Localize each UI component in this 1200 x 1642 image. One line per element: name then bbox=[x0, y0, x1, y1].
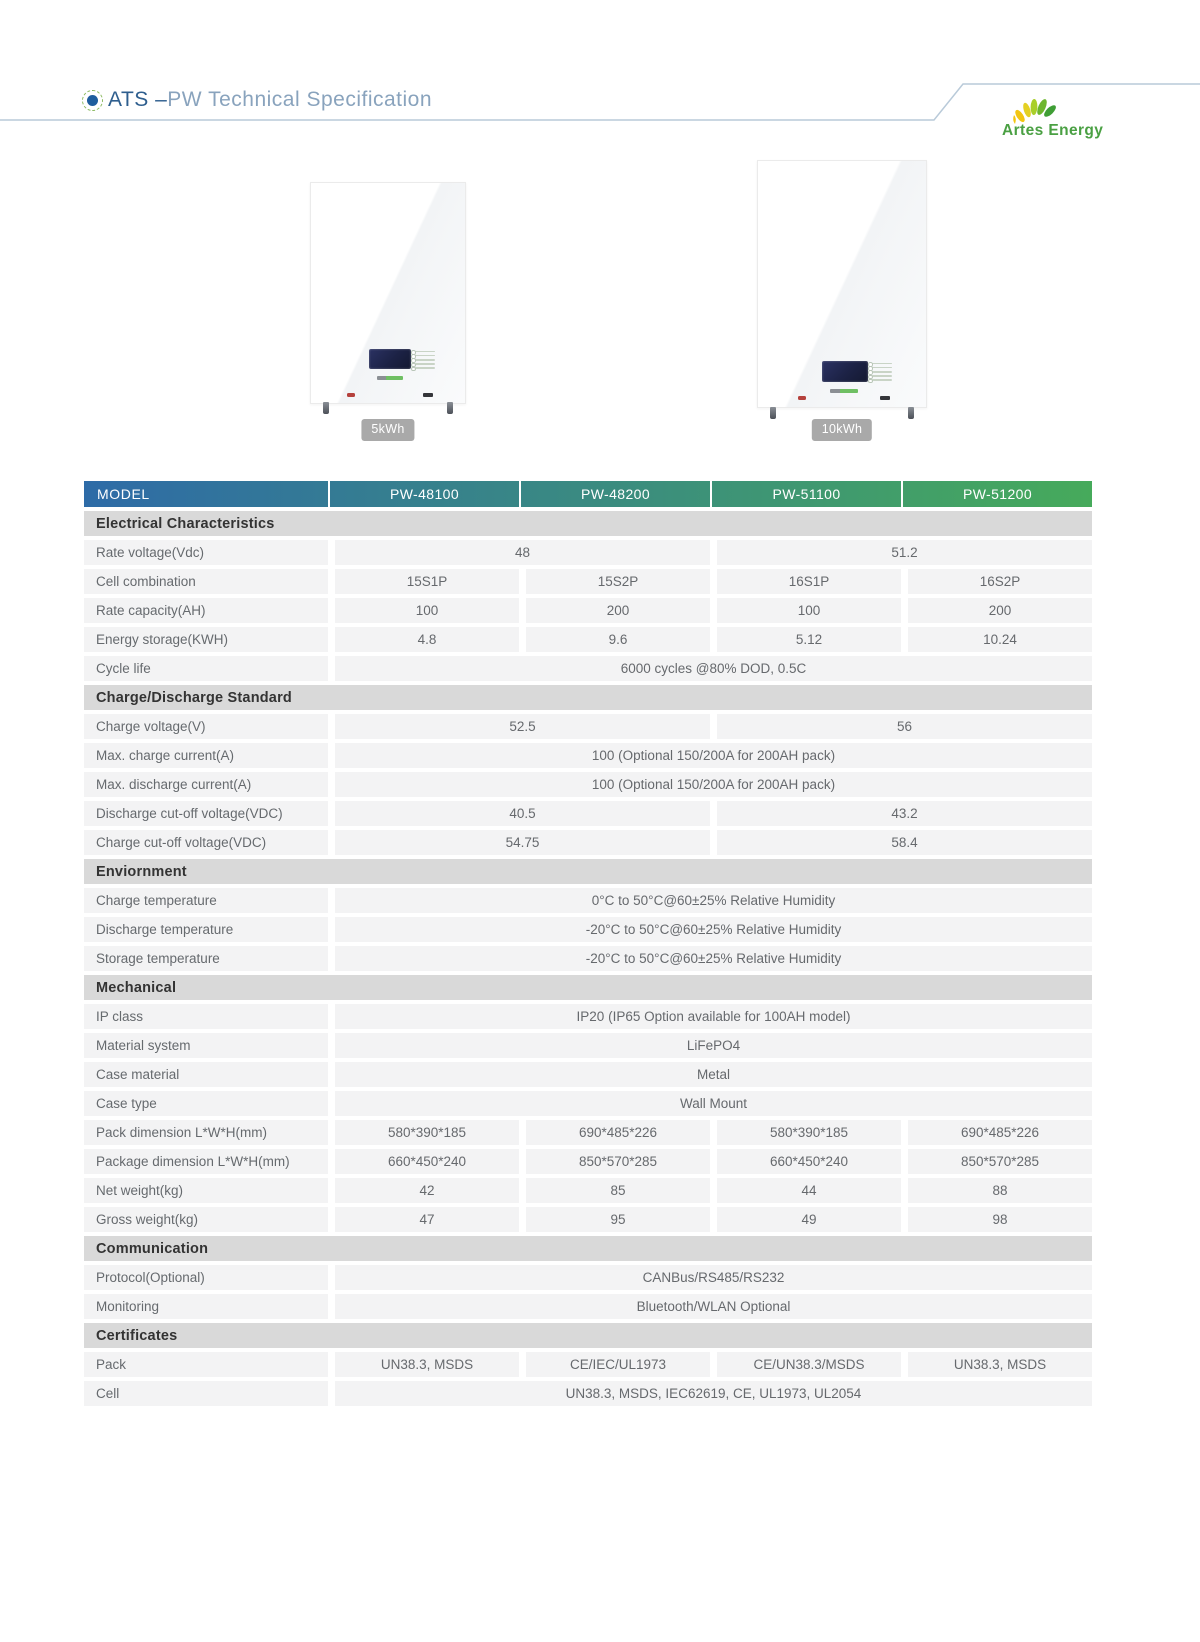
spec-value-cell: 100 bbox=[335, 598, 519, 623]
spec-row-cycle-life bbox=[84, 656, 1092, 681]
spec-row-pack bbox=[84, 1352, 1092, 1377]
spec-value-cell: Wall Mount bbox=[335, 1091, 1092, 1116]
spec-value-cell: 54.75 bbox=[335, 830, 710, 855]
led-indicator-labels bbox=[872, 360, 892, 384]
spec-row-discharge-temperature bbox=[84, 917, 1092, 942]
column-header-pw-48100: PW-48100 bbox=[389, 486, 460, 502]
row-label: Storage temperature bbox=[84, 946, 328, 971]
section-header-charge-discharge-standard: Charge/Discharge Standard bbox=[84, 685, 1092, 710]
row-label: Charge temperature bbox=[84, 888, 328, 913]
spec-value-cell: 56 bbox=[717, 714, 1092, 739]
row-label: Net weight(kg) bbox=[84, 1178, 328, 1203]
spec-value-cell: 580*390*185 bbox=[717, 1120, 901, 1145]
spec-value-cell: LiFePO4 bbox=[335, 1033, 1092, 1058]
battery-brand-mark bbox=[377, 376, 403, 380]
spec-value-cell: UN38.3, MSDS bbox=[908, 1352, 1092, 1377]
spec-value-cell: 9.6 bbox=[526, 627, 710, 652]
column-header-pw-48200: PW-48200 bbox=[580, 486, 651, 502]
spec-value-cell: 10.24 bbox=[908, 627, 1092, 652]
spec-value-cell: 16S2P bbox=[908, 569, 1092, 594]
spec-value-cell: 580*390*185 bbox=[335, 1120, 519, 1145]
spec-row-storage-temperature bbox=[84, 946, 1092, 971]
spec-value-cell: UN38.3, MSDS bbox=[335, 1352, 519, 1377]
specification-table bbox=[84, 481, 1092, 1406]
spec-value-cell: Metal bbox=[335, 1062, 1092, 1087]
spec-value-cell: 0°C to 50°C@60±25% Relative Humidity bbox=[335, 888, 1092, 913]
spec-row-rate-voltage-vdc bbox=[84, 540, 1092, 565]
spec-value-cell: 48 bbox=[335, 540, 710, 565]
battery-brand-mark bbox=[830, 389, 858, 393]
row-label: Max. discharge current(A) bbox=[84, 772, 328, 797]
spec-row-rate-capacity-ah bbox=[84, 598, 1092, 623]
row-label: Pack bbox=[84, 1352, 328, 1377]
section-header-electrical-characteristics: Electrical Characteristics bbox=[84, 511, 1092, 536]
spec-value-cell: 49 bbox=[717, 1207, 901, 1232]
power-button-red bbox=[347, 393, 355, 397]
spec-value-cell: 100 (Optional 150/200A for 200AH pack) bbox=[335, 772, 1092, 797]
spec-row-discharge-cut-off-voltage-vdc bbox=[84, 801, 1092, 826]
spec-value-cell: UN38.3, MSDS, IEC62619, CE, UL1973, UL2054 bbox=[335, 1381, 1092, 1406]
capacity-badge-10kwh: 10kWh bbox=[812, 419, 872, 441]
page-title-rest: PW Technical Specification bbox=[167, 88, 433, 111]
spec-value-cell: 850*570*285 bbox=[526, 1149, 710, 1174]
spec-value-cell: CE/IEC/UL1973 bbox=[526, 1352, 710, 1377]
row-label: Material system bbox=[84, 1033, 328, 1058]
model-header-cell: MODEL bbox=[97, 486, 150, 502]
row-label: Charge cut-off voltage(VDC) bbox=[84, 830, 328, 855]
row-label: Rate voltage(Vdc) bbox=[84, 540, 328, 565]
spec-row-protocol-optional bbox=[84, 1265, 1092, 1290]
battery-foot-right bbox=[447, 402, 453, 414]
spec-value-cell: 47 bbox=[335, 1207, 519, 1232]
battery-foot-right bbox=[908, 407, 914, 419]
spec-value-cell: 85 bbox=[526, 1178, 710, 1203]
spec-value-cell: 16S1P bbox=[717, 569, 901, 594]
spec-value-cell: 98 bbox=[908, 1207, 1092, 1232]
spec-row-charge-cut-off-voltage-vdc bbox=[84, 830, 1092, 855]
spec-row-net-weight-kg bbox=[84, 1178, 1092, 1203]
spec-row-energy-storage-kwh bbox=[84, 627, 1092, 652]
spec-row-charge-temperature bbox=[84, 888, 1092, 913]
spec-value-cell: 5.12 bbox=[717, 627, 901, 652]
spec-value-cell: 42 bbox=[335, 1178, 519, 1203]
table-header-row bbox=[84, 481, 1092, 507]
spec-value-cell: 15S1P bbox=[335, 569, 519, 594]
spec-value-cell: -20°C to 50°C@60±25% Relative Humidity bbox=[335, 917, 1092, 942]
spec-value-cell: IP20 (IP65 Option available for 100AH model) bbox=[335, 1004, 1092, 1029]
page-title bbox=[82, 88, 432, 112]
spec-row-case-type bbox=[84, 1091, 1092, 1116]
spec-value-cell: 51.2 bbox=[717, 540, 1092, 565]
spec-row-charge-voltage-v bbox=[84, 714, 1092, 739]
spec-row-pack-dimension-l-w-h-mm bbox=[84, 1120, 1092, 1145]
spec-value-cell: 660*450*240 bbox=[717, 1149, 901, 1174]
spec-value-cell: 200 bbox=[526, 598, 710, 623]
spec-value-cell: 52.5 bbox=[335, 714, 710, 739]
row-label: Rate capacity(AH) bbox=[84, 598, 328, 623]
spec-row-cell-combination bbox=[84, 569, 1092, 594]
column-header-pw-51200: PW-51200 bbox=[962, 486, 1033, 502]
spec-value-cell: 4.8 bbox=[335, 627, 519, 652]
spec-value-cell: 15S2P bbox=[526, 569, 710, 594]
section-header-certificates: Certificates bbox=[84, 1323, 1092, 1348]
spec-value-cell: CE/UN38.3/MSDS bbox=[717, 1352, 901, 1377]
spec-value-cell: Bluetooth/WLAN Optional bbox=[335, 1294, 1092, 1319]
spec-row-material-system bbox=[84, 1033, 1092, 1058]
spec-row-package-dimension-l-w-h-mm bbox=[84, 1149, 1092, 1174]
row-label: Case material bbox=[84, 1062, 328, 1087]
row-label: Package dimension L*W*H(mm) bbox=[84, 1149, 328, 1174]
spec-value-cell: 690*485*226 bbox=[908, 1120, 1092, 1145]
row-label: Discharge cut-off voltage(VDC) bbox=[84, 801, 328, 826]
spec-value-cell: CANBus/RS485/RS232 bbox=[335, 1265, 1092, 1290]
row-label: Case type bbox=[84, 1091, 328, 1116]
spec-value-cell: 850*570*285 bbox=[908, 1149, 1092, 1174]
section-header-mechanical: Mechanical bbox=[84, 975, 1092, 1000]
lcd-screen bbox=[822, 361, 868, 382]
spec-value-cell: 200 bbox=[908, 598, 1092, 623]
lcd-screen bbox=[369, 349, 411, 369]
row-label: Charge voltage(V) bbox=[84, 714, 328, 739]
spec-value-cell: 6000 cycles @80% DOD, 0.5C bbox=[335, 656, 1092, 681]
battery-image-10kwh bbox=[757, 160, 927, 408]
led-indicator-labels bbox=[415, 348, 435, 372]
spec-value-cell: 40.5 bbox=[335, 801, 710, 826]
breaker-switch-dark bbox=[880, 396, 890, 400]
spec-row-cell bbox=[84, 1381, 1092, 1406]
spec-row-ip-class bbox=[84, 1004, 1092, 1029]
spec-value-cell: 100 (Optional 150/200A for 200AH pack) bbox=[335, 743, 1092, 768]
spec-value-cell: 690*485*226 bbox=[526, 1120, 710, 1145]
row-label: Monitoring bbox=[84, 1294, 328, 1319]
battery-foot-left bbox=[323, 402, 329, 414]
row-label: Energy storage(KWH) bbox=[84, 627, 328, 652]
spec-value-cell: 44 bbox=[717, 1178, 901, 1203]
spec-value-cell: 88 bbox=[908, 1178, 1092, 1203]
spec-value-cell: -20°C to 50°C@60±25% Relative Humidity bbox=[335, 946, 1092, 971]
artes-energy-logo bbox=[1002, 98, 1132, 140]
row-label: Cycle life bbox=[84, 656, 328, 681]
spec-row-gross-weight-kg bbox=[84, 1207, 1092, 1232]
bullet-icon bbox=[82, 90, 103, 111]
row-label: Gross weight(kg) bbox=[84, 1207, 328, 1232]
row-label: Cell bbox=[84, 1381, 328, 1406]
breaker-switch-dark bbox=[423, 393, 433, 397]
column-header-pw-51100: PW-51100 bbox=[772, 486, 841, 502]
spec-row-max-discharge-current-a bbox=[84, 772, 1092, 797]
spec-value-cell: 100 bbox=[717, 598, 901, 623]
row-label: Pack dimension L*W*H(mm) bbox=[84, 1120, 328, 1145]
spec-row-monitoring bbox=[84, 1294, 1092, 1319]
section-header-communication: Communication bbox=[84, 1236, 1092, 1261]
spec-value-cell: 58.4 bbox=[717, 830, 1092, 855]
battery-image-5kwh bbox=[310, 182, 466, 404]
row-label: IP class bbox=[84, 1004, 328, 1029]
spec-value-cell: 660*450*240 bbox=[335, 1149, 519, 1174]
section-header-enviornment: Enviornment bbox=[84, 859, 1092, 884]
spec-row-max-charge-current-a bbox=[84, 743, 1092, 768]
page-title-model: ATS – bbox=[108, 88, 168, 111]
logo-text: Artes Energy bbox=[1002, 122, 1104, 139]
capacity-badge-5kwh: 5kWh bbox=[361, 419, 414, 441]
row-label: Protocol(Optional) bbox=[84, 1265, 328, 1290]
row-label: Max. charge current(A) bbox=[84, 743, 328, 768]
spec-value-cell: 43.2 bbox=[717, 801, 1092, 826]
row-label: Cell combination bbox=[84, 569, 328, 594]
spec-value-cell: 95 bbox=[526, 1207, 710, 1232]
spec-row-case-material bbox=[84, 1062, 1092, 1087]
row-label: Discharge temperature bbox=[84, 917, 328, 942]
power-button-red bbox=[798, 396, 806, 400]
battery-foot-left bbox=[770, 407, 776, 419]
